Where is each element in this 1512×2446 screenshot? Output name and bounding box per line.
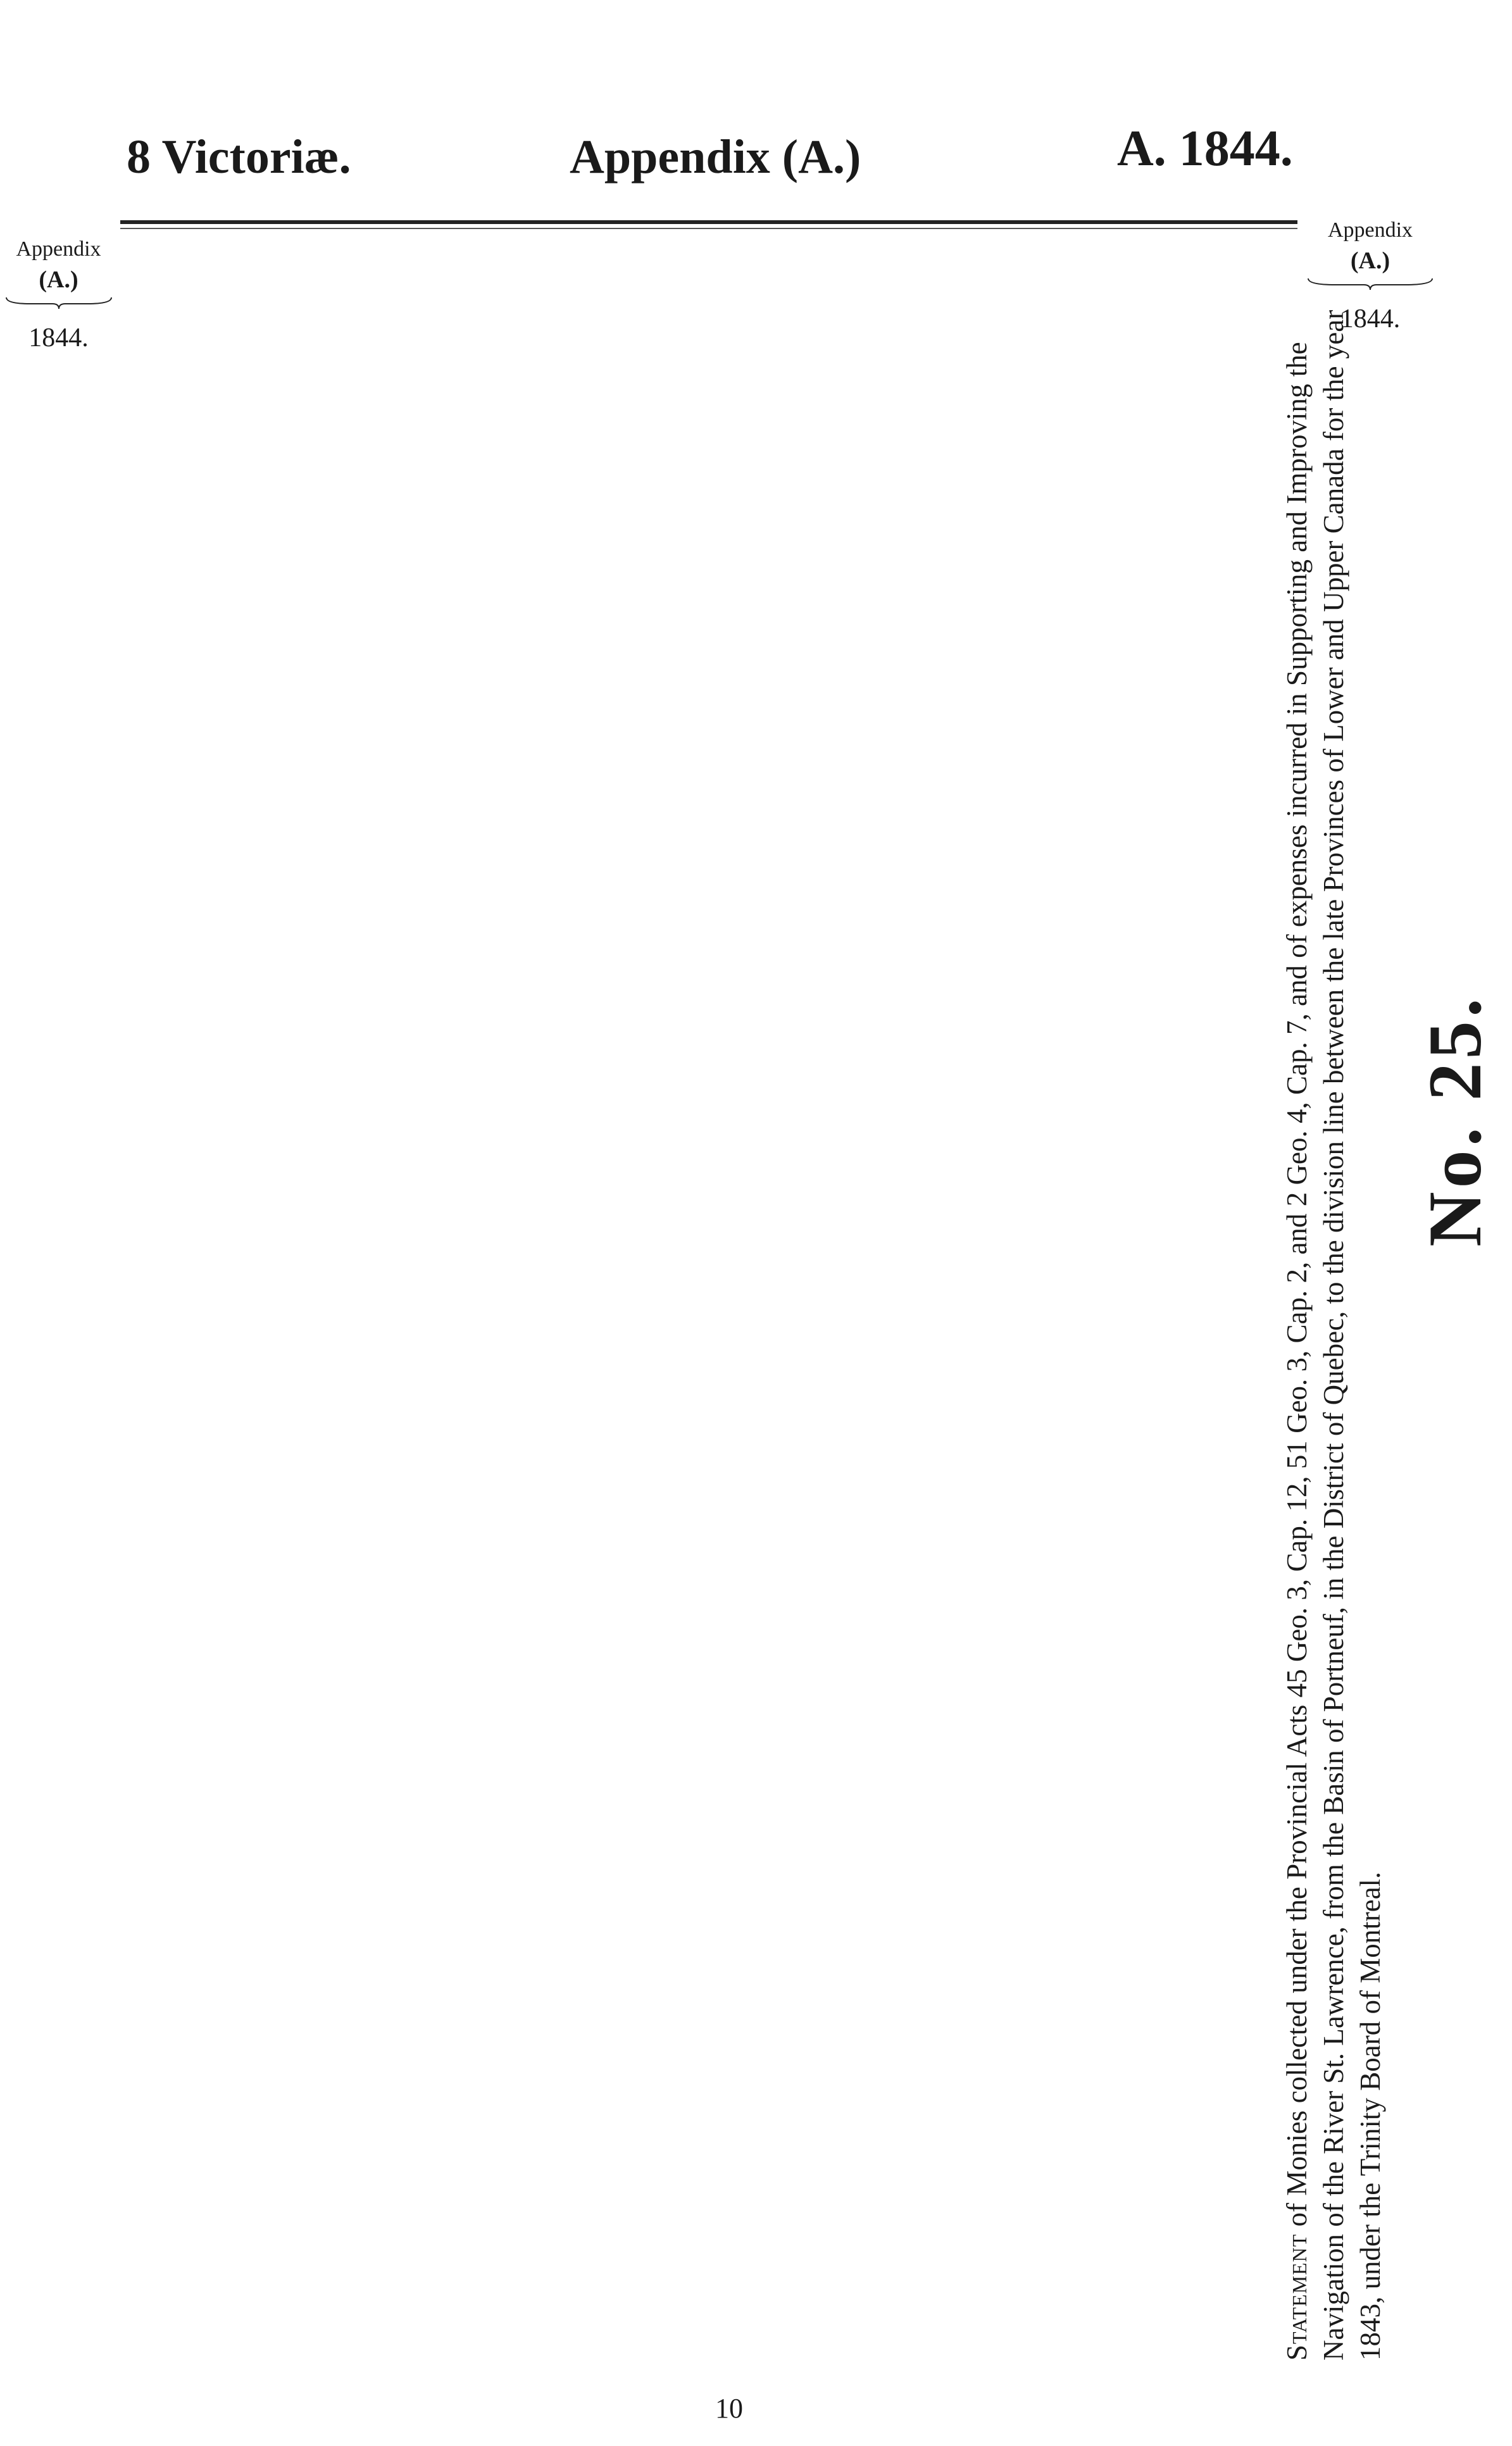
margin-year: 1844. — [1340, 304, 1401, 334]
margin-label: Appendix — [1327, 218, 1413, 242]
brace-icon — [5, 295, 113, 310]
running-head-right: A. 1844. — [1117, 121, 1293, 177]
margin-sub: (A.) — [39, 266, 78, 293]
margin-label: Appendix — [16, 237, 101, 261]
title-lead: Statement — [1281, 2233, 1313, 2361]
running-head-left: 8 Victoriæ. — [127, 130, 351, 184]
page-number: 10 — [715, 2393, 743, 2424]
margin-sub: (A.) — [1350, 247, 1390, 274]
running-head-center: Appendix (A.) — [570, 130, 861, 184]
margin-note-left — [0, 234, 117, 353]
title-rest: of Monies collected under the Provincial Acts 45 Geo. 3, Cap. 12, 51 Geo. 3, Cap. 2, and 2 Geo. 4, Cap. 7, and of expenses incurred in Supporting and Improving the Navigation of the River St. Lawrence, from the Basin of Portneuf, in the District of Quebec, to the division line between the late Provinces of Lower and Upper Canada for the year 1843, under the Trinity Board of Montreal. — [1281, 309, 1386, 2361]
statement-title — [1278, 285, 1389, 2361]
header-rule — [120, 220, 1297, 224]
header-rule-thin — [120, 228, 1297, 229]
statement-rotated — [1278, 285, 1512, 2361]
document-number: No. 25. — [1413, 994, 1497, 1247]
margin-year: 1844. — [28, 323, 89, 353]
